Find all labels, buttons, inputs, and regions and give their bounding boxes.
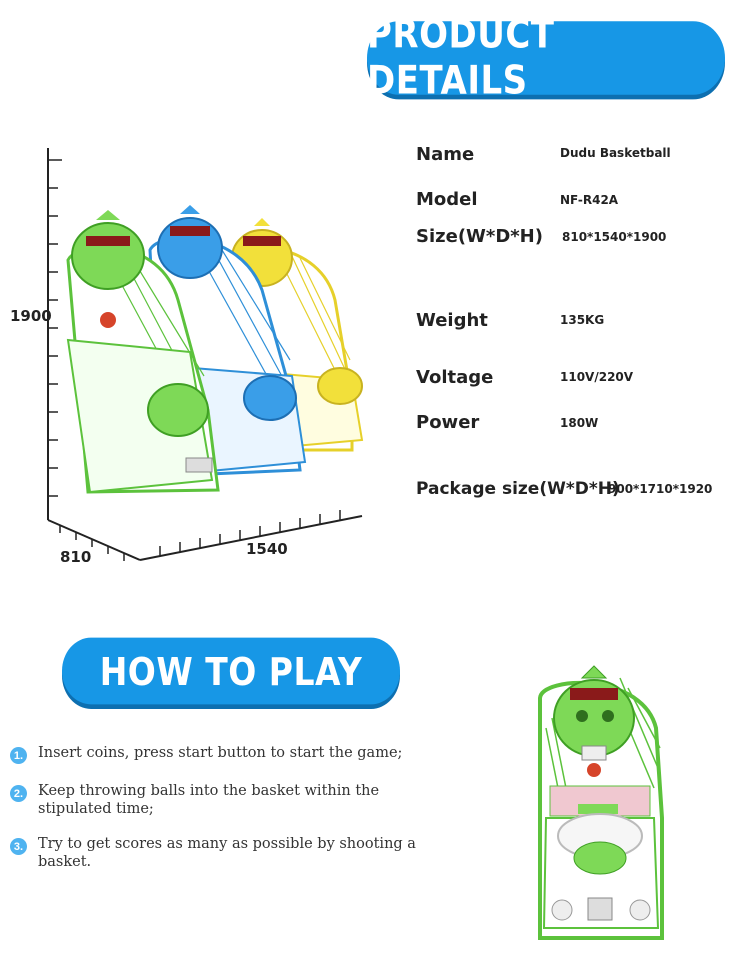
spec-voltage-value: 110V/220V bbox=[560, 370, 634, 384]
height-ruler bbox=[48, 148, 62, 520]
how-to-play-banner bbox=[62, 638, 400, 705]
single-machine-image bbox=[532, 658, 666, 946]
spec-size-value: 810*1540*1900 bbox=[562, 230, 667, 244]
spec-package-label: Package size(W*D*H) bbox=[416, 479, 620, 499]
spec-weight-value: 135KG bbox=[560, 313, 605, 327]
width-dimension: 1540 bbox=[246, 540, 288, 558]
spec-size-label: Size(W*D*H) bbox=[416, 226, 543, 247]
spec-weight-label: Weight bbox=[416, 310, 488, 331]
step-item bbox=[10, 835, 460, 871]
spec-name-label: Name bbox=[416, 144, 475, 165]
spec-power-value: 180W bbox=[560, 416, 599, 430]
product-details-title: PRODUCT DETAILS bbox=[367, 12, 555, 104]
product-details-banner bbox=[367, 12, 725, 104]
step-text: Insert coins, press start button to start the game; bbox=[38, 745, 403, 761]
step-text: Try to get scores as many as possible by shooting a basket. bbox=[38, 836, 416, 870]
spec-model-value: NF-R42A bbox=[560, 193, 619, 207]
step-item bbox=[10, 782, 460, 818]
depth-dimension: 810 bbox=[60, 548, 92, 566]
spec-name-value: Dudu Basketball bbox=[560, 146, 671, 160]
step-item bbox=[10, 744, 460, 764]
step-text: Keep throwing balls into the basket within the stipulated time; bbox=[38, 783, 380, 817]
spec-voltage-label: Voltage bbox=[416, 367, 494, 388]
product-dimension-illustration bbox=[0, 140, 400, 580]
step-number-badge: 2. bbox=[10, 785, 27, 802]
height-dimension: 1900 bbox=[10, 307, 52, 325]
step-number-badge: 1. bbox=[10, 747, 27, 764]
step-number-badge: 3. bbox=[10, 838, 27, 855]
spec-package-value: 900*1710*1920 bbox=[608, 482, 713, 496]
how-to-play-title: HOW TO PLAY bbox=[99, 648, 363, 694]
spec-model-label: Model bbox=[416, 189, 478, 210]
spec-power-label: Power bbox=[416, 412, 480, 433]
